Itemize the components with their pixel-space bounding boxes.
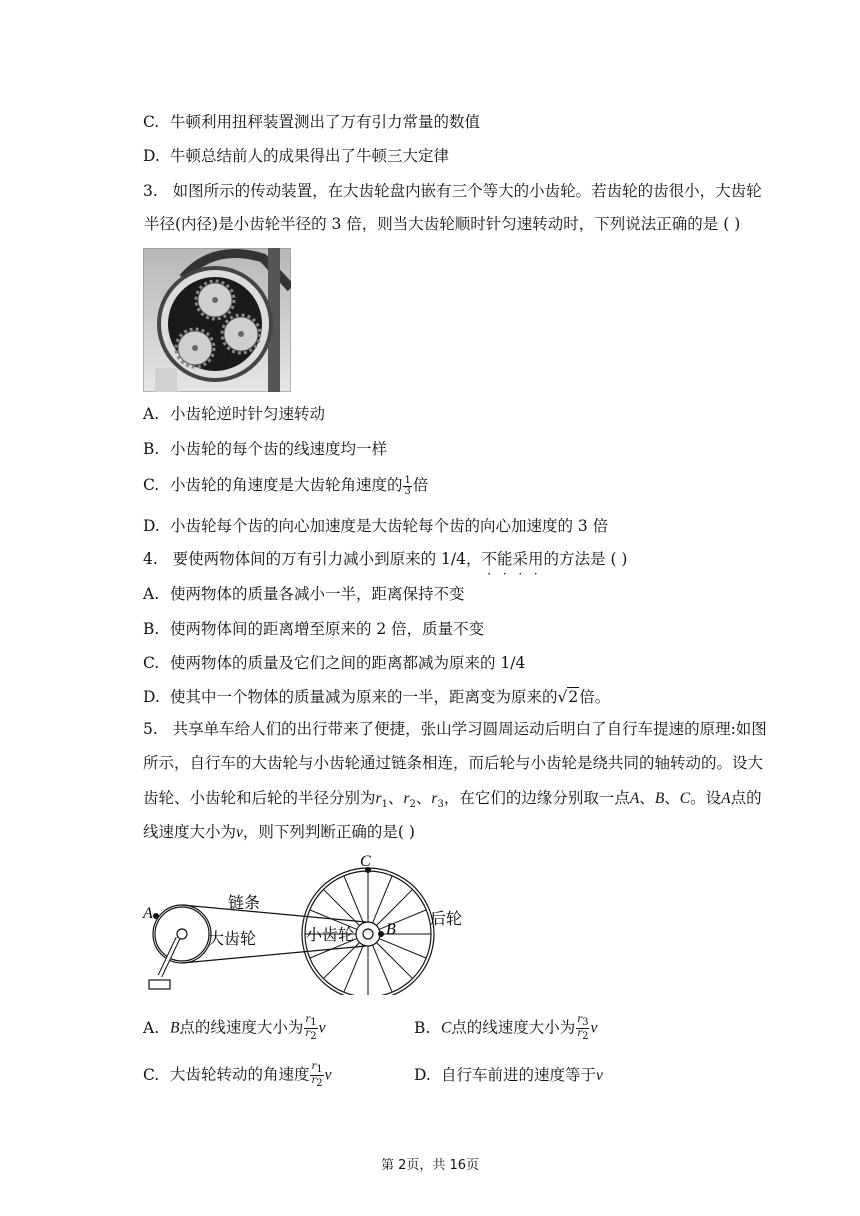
q3-option-a: A. 小齿轮逆时针匀速转动	[143, 405, 325, 423]
q4-option-c: C. 使两物体的质量及它们之间的距离都减为原来的 1/4	[143, 654, 526, 672]
q4-option-b: B. 使两物体间的距离增至原来的 2 倍，质量不变	[143, 620, 485, 638]
diagram-label-rear-wheel: 后轮	[430, 909, 463, 928]
q4-option-d: D. 使其中一个物体的质量减为原来的一半，距离变为原来的√2倍。	[143, 688, 611, 706]
fraction-r1-r2: $\frac{r_1}{r_2}$	[305, 1014, 317, 1042]
q3-stem-line1: 3. 如图所示的传动装置，在大齿轮盘内嵌有三个等大的小齿轮。若齿轮的齿很小，大齿轮	[143, 182, 762, 200]
q2-option-d: D. 牛顿总结前人的成果得出了牛顿三大定律	[143, 147, 449, 165]
wheel-spoke	[376, 942, 412, 978]
fraction-r1-r2-c: $\frac{r_1}{r_2}$	[311, 1061, 323, 1089]
q5-option-d: D. 自行车前进的速度等于v	[414, 1066, 603, 1084]
q5-stem-line2: 所示，自行车的大齿轮与小齿轮通过链条相连，而后轮与小齿轮是绕共同的轴转动的。设大	[143, 754, 764, 772]
q3-stem-line2: 半径(内径)是小齿轮半径的 3 倍，则当大齿轮顺时针匀速转动时，下列说法正确的是 ( )	[144, 215, 741, 233]
q5-stem-line3: 齿轮、小齿轮和后轮的半径分别为$r_1$、$r_2$、$r_3$，在它们的边缘分别取一点A、B、C。设A点的	[143, 789, 762, 811]
diagram-label-b: B	[386, 921, 396, 938]
diagram-label-c: C	[360, 853, 371, 870]
q4-stem: 4. 要使两物体间的万有引力减小到原来的 1/4，不能采用的方法是 ( )	[143, 550, 628, 568]
q5-stem-line1: 5. 共享单车给人们的出行带来了便捷，张山学习圆周运动后明白了自行车提速的原理:如图	[143, 720, 767, 738]
wheel-spoke	[373, 945, 393, 992]
fraction-r3-r2: $\frac{r_3}{r_2}$	[577, 1014, 589, 1042]
wheel-spoke	[344, 945, 364, 992]
sqrt-two: √2	[557, 688, 579, 706]
q5-stem-line4: 线速度大小为v，则下列判断正确的是( )	[143, 823, 415, 841]
diagram-label-a: A	[143, 905, 153, 922]
diagram-label-big-gear: 大齿轮	[208, 929, 257, 948]
q5-option-a: A. B点的线速度大小为 $\frac{r_1}{r_2}$ v	[143, 1014, 326, 1042]
wheel-spoke	[344, 876, 364, 923]
q5-option-c: C. 大齿轮转动的角速度 $\frac{r_1}{r_2}$ v	[143, 1061, 332, 1089]
fraction-one-third: $\frac{1}{3}$	[404, 474, 411, 497]
q5-option-b: B. C点的线速度大小为 $\frac{r_3}{r_2}$ v	[414, 1014, 598, 1042]
wheel-spoke	[373, 876, 393, 923]
diagram-label-chain: 链条	[228, 893, 261, 912]
wheel-spoke	[379, 939, 426, 959]
page-footer: 第 2页，共 16页	[380, 1158, 480, 1173]
q4-option-a: A. 使两物体的质量各减小一半，距离保持不变	[143, 585, 465, 603]
q3-option-d: D. 小齿轮每个齿的向心加速度是大齿轮每个齿的向心加速度的 3 倍	[143, 517, 609, 535]
bicycle-diagram	[140, 850, 480, 999]
q2-option-c: C. 牛顿利用扭秤装置测出了万有引力常量的数值	[143, 113, 480, 131]
q3-option-c: C. 小齿轮的角速度是大齿轮角速度的 $\frac{1}{3}$ 倍	[143, 474, 429, 497]
q3-option-b: B. 小齿轮的每个齿的线速度均一样	[143, 440, 387, 458]
gear-photo	[143, 248, 291, 396]
diagram-label-small-gear: 小齿轮	[306, 925, 355, 944]
